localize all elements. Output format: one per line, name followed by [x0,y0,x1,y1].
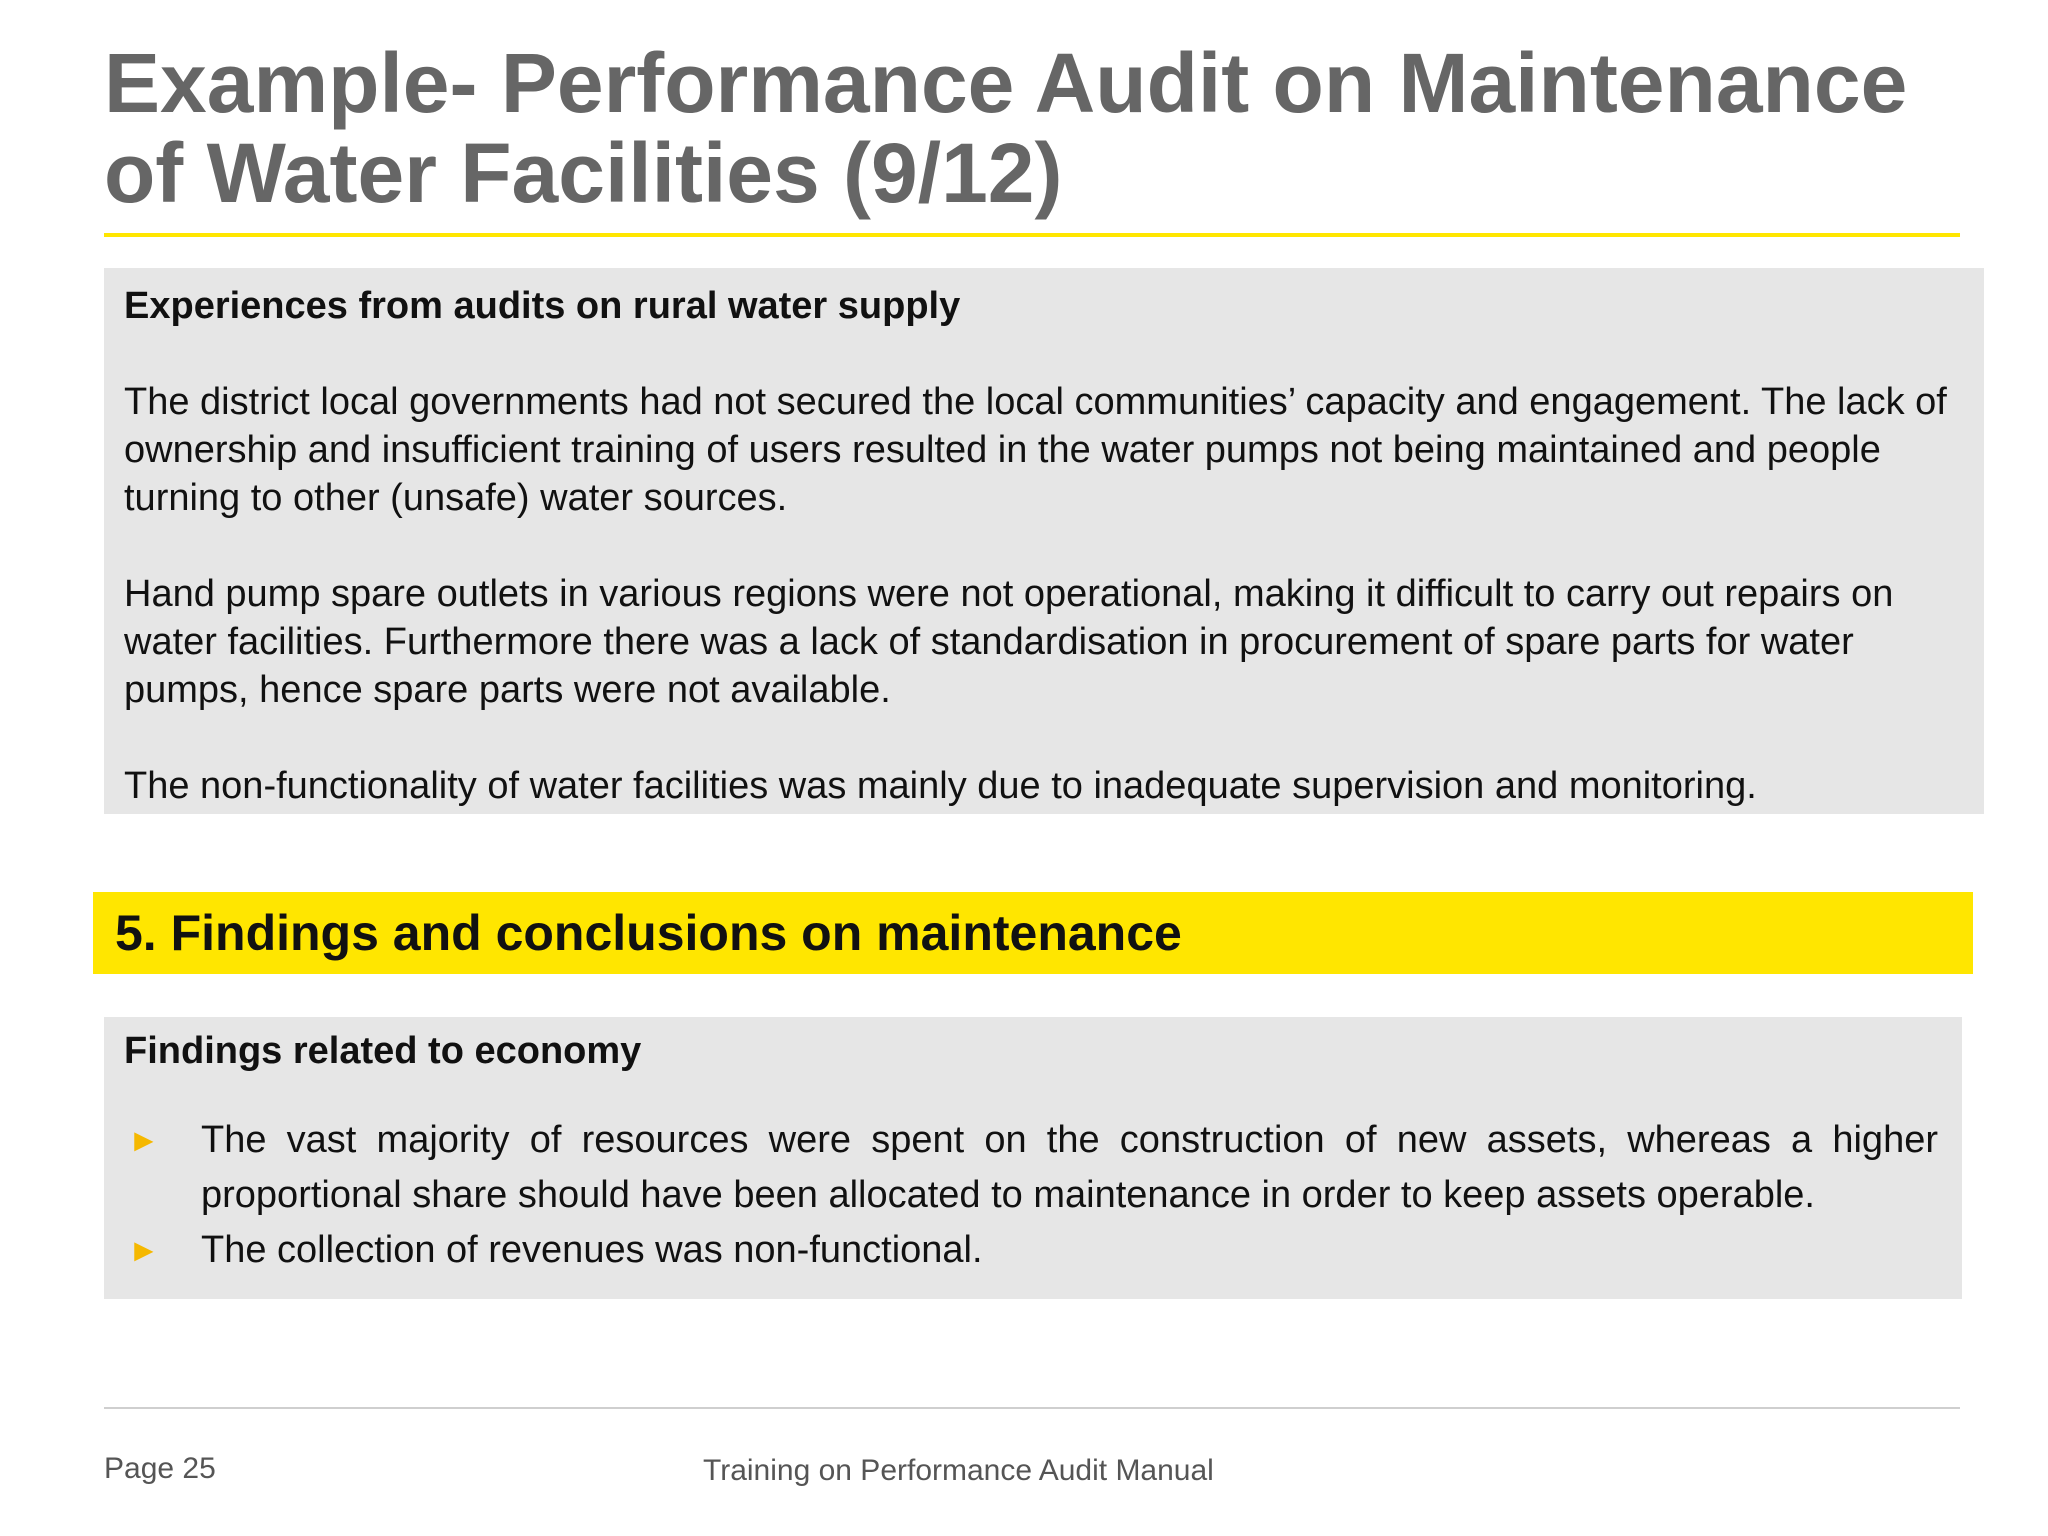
footer-divider [104,1407,1960,1409]
findings-box [104,1017,1962,1299]
experiences-paragraph: Hand pump spare outlets in various regions were not operational, making it difficult to carry out repairs on water facilities. Furthermore there was a lack of standardisation in procurement of spare parts for water pumps, hence spare parts were not available. [124,573,1894,711]
section-heading-bar: 5. Findings and conclusions on maintenance [93,892,1973,974]
findings-bullet-text: The collection of revenues was non-functional. [201,1229,983,1271]
bullet-arrow-icon: ► [128,1232,160,1268]
findings-bullet [124,1223,1938,1278]
experiences-paragraph: The district local governments had not secured the local communities’ capacity and engagement. The lack of ownership and insufficient training of users resulted in the water pumps not being maintained and people turning to other (unsafe) water sources. [124,381,1947,519]
page-number: Page 25 [104,1452,216,1485]
experiences-paragraph: The non-functionality of water facilities was mainly due to inadequate supervision and monitoring. [124,765,1757,807]
title-underline [104,233,1960,237]
findings-heading: Findings related to economy [124,1030,642,1072]
findings-bullet-text: The vast majority of resources were spent on the construction of new assets, whereas a higher proportional share should have been allocated to maintenance in order to keep assets operable. [201,1119,1938,1216]
slide-title: Example- Performance Audit on Maintenance of Water Facilities (9/12) [104,36,1908,220]
experiences-heading: Experiences from audits on rural water supply [124,285,961,327]
bullet-arrow-icon: ► [128,1122,160,1158]
experiences-box [104,268,1984,814]
footer-title: Training on Performance Audit Manual [703,1454,1214,1487]
findings-bullet [124,1113,1938,1223]
